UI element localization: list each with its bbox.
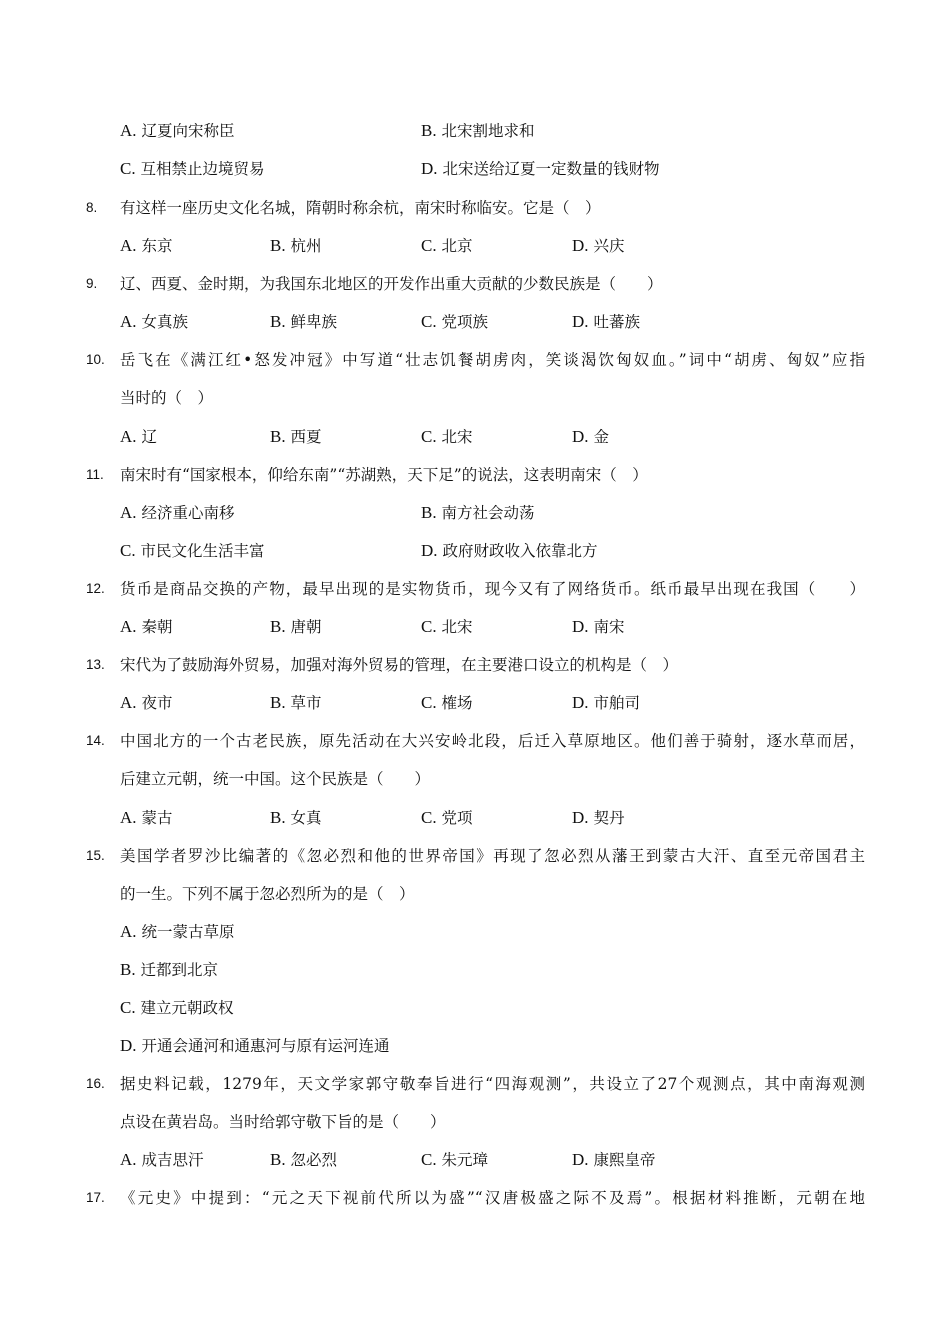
- question-15-option-c-row: [0, 995, 950, 1021]
- question-text: 美国学者罗沙比编著的《忽必烈和他的世界帝国》再现了忽必烈从藩王到蒙古大汗、直至元帝国君主: [120, 847, 865, 865]
- option-a[interactable]: A. 东京: [120, 236, 173, 255]
- option-d[interactable]: D. 契丹: [572, 808, 625, 827]
- option-b[interactable]: B. 杭州: [270, 236, 322, 255]
- option-c[interactable]: C. 市民文化生活丰富: [120, 541, 265, 560]
- question-7-options-row-1: [0, 118, 950, 144]
- question-13-options: [0, 690, 950, 716]
- question-9-stem: [0, 271, 950, 297]
- option-d[interactable]: D. 兴庆: [572, 236, 625, 255]
- question-10-stem-cont: [0, 385, 950, 411]
- option-c[interactable]: C. 北宋: [421, 427, 473, 446]
- option-d[interactable]: D. 开通会通河和通惠河与原有运河连通: [120, 1036, 390, 1055]
- question-15-option-b-row: [0, 957, 950, 983]
- question-text: 中国北方的一个古老民族，原先活动在大兴安岭北段，后迁入草原地区。他们善于骑射，逐水草而居，: [120, 732, 865, 750]
- option-d[interactable]: D. 吐蕃族: [572, 312, 640, 331]
- question-15-option-d-row: [0, 1033, 950, 1059]
- option-b[interactable]: B. 北宋割地求和: [421, 121, 535, 140]
- question-text: 有这样一座历史文化名城，隋朝时称余杭，南宋时称临安。它是（ ）: [120, 199, 601, 217]
- question-14-stem-cont: [0, 766, 950, 792]
- question-9-options: [0, 309, 950, 335]
- option-a[interactable]: A. 辽夏向宋称臣: [120, 121, 235, 140]
- option-a[interactable]: A. 秦朝: [120, 617, 173, 636]
- question-number: 16.: [86, 1076, 105, 1091]
- question-text: 当时的（ ）: [120, 389, 214, 407]
- question-number: 10.: [86, 352, 105, 367]
- question-text: 的一生。下列不属于忽必烈所为的是（ ）: [120, 885, 415, 903]
- question-13-stem: [0, 652, 950, 678]
- option-c[interactable]: C. 榷场: [421, 693, 473, 712]
- question-8-options: [0, 233, 950, 259]
- question-number: 11.: [86, 467, 104, 482]
- option-b[interactable]: B. 鲜卑族: [270, 312, 338, 331]
- option-d[interactable]: D. 市舶司: [572, 693, 640, 712]
- question-14-stem: [0, 728, 950, 754]
- option-a[interactable]: A. 夜市: [120, 693, 173, 712]
- question-text: 点设在黄岩岛。当时给郭守敬下旨的是（ ）: [120, 1113, 446, 1131]
- question-11-stem: [0, 462, 950, 488]
- question-text: 后建立元朝，统一中国。这个民族是（ ）: [120, 770, 431, 788]
- option-c[interactable]: C. 北京: [421, 236, 473, 255]
- option-b[interactable]: B. 女真: [270, 808, 322, 827]
- option-a[interactable]: A. 蒙古: [120, 808, 173, 827]
- option-a[interactable]: A. 成吉思汗: [120, 1150, 204, 1169]
- option-a[interactable]: A. 辽: [120, 427, 157, 446]
- option-d[interactable]: D. 政府财政收入依靠北方: [421, 541, 598, 560]
- option-b[interactable]: B. 西夏: [270, 427, 322, 446]
- question-11-options-row-2: [0, 538, 950, 564]
- question-16-options: [0, 1147, 950, 1173]
- option-d[interactable]: D. 康熙皇帝: [572, 1150, 656, 1169]
- question-15-option-a-row: [0, 919, 950, 945]
- question-number: 9.: [86, 276, 98, 291]
- option-b[interactable]: B. 忽必烈: [270, 1150, 338, 1169]
- question-text: 岳飞在《满江红•怒发冲冠》中写道“壮志饥餐胡虏肉，笑谈渴饮匈奴血。”词中“胡虏、匈奴”应指: [120, 351, 865, 369]
- question-12-options: [0, 614, 950, 640]
- question-number: 17.: [86, 1190, 105, 1205]
- option-c[interactable]: C. 建立元朝政权: [120, 998, 234, 1017]
- question-12-stem: [0, 576, 950, 602]
- question-number: 13.: [86, 657, 105, 672]
- question-text: 宋代为了鼓励海外贸易，加强对海外贸易的管理，在主要港口设立的机构是（ ）: [120, 656, 679, 674]
- option-b[interactable]: B. 南方社会动荡: [421, 503, 535, 522]
- question-number: 8.: [86, 200, 98, 215]
- option-b[interactable]: B. 草市: [270, 693, 322, 712]
- question-text: 辽、西夏、金时期，为我国东北地区的开发作出重大贡献的少数民族是（ ）: [120, 275, 663, 293]
- question-text: 南宋时有“国家根本，仰给东南”“苏湖熟，天下足”的说法，这表明南宋（ ）: [120, 466, 648, 484]
- option-d[interactable]: D. 金: [572, 427, 609, 446]
- question-10-options: [0, 424, 950, 450]
- question-text: 据史料记载，1279年，天文学家郭守敬奉旨进行“四海观测”，共设立了27个观测点，其中南海观测: [120, 1075, 865, 1093]
- option-a[interactable]: A. 经济重心南移: [120, 503, 235, 522]
- question-15-stem-cont: [0, 881, 950, 907]
- question-10-stem: [0, 347, 950, 373]
- option-c[interactable]: C. 北宋: [421, 617, 473, 636]
- option-a[interactable]: A. 统一蒙古草原: [120, 922, 235, 941]
- question-number: 14.: [86, 733, 105, 748]
- question-text: 货币是商品交换的产物，最早出现的是实物货币，现今又有了网络货币。纸币最早出现在我国（ ）: [120, 580, 865, 598]
- option-a[interactable]: A. 女真族: [120, 312, 188, 331]
- question-15-stem: [0, 843, 950, 869]
- question-number: 12.: [86, 581, 105, 596]
- option-b[interactable]: B. 迁都到北京: [120, 960, 219, 979]
- option-c[interactable]: C. 朱元璋: [421, 1150, 489, 1169]
- option-c[interactable]: C. 互相禁止边境贸易: [120, 159, 265, 178]
- option-d[interactable]: D. 南宋: [572, 617, 625, 636]
- option-c[interactable]: C. 党项: [421, 808, 473, 827]
- question-16-stem-cont: [0, 1109, 950, 1135]
- question-14-options: [0, 805, 950, 831]
- question-8-stem: [0, 195, 950, 221]
- question-text: 《元史》中提到：“元之天下视前代所以为盛”“汉唐极盛之际不及焉”。根据材料推断，元朝在地: [120, 1189, 865, 1207]
- question-7-options-row-2: [0, 156, 950, 182]
- option-d[interactable]: D. 北宋送给辽夏一定数量的钱财物: [421, 159, 660, 178]
- question-11-options-row-1: [0, 500, 950, 526]
- question-17-stem: [0, 1185, 950, 1211]
- question-number: 15.: [86, 848, 105, 863]
- question-16-stem: [0, 1071, 950, 1097]
- option-c[interactable]: C. 党项族: [421, 312, 489, 331]
- option-b[interactable]: B. 唐朝: [270, 617, 322, 636]
